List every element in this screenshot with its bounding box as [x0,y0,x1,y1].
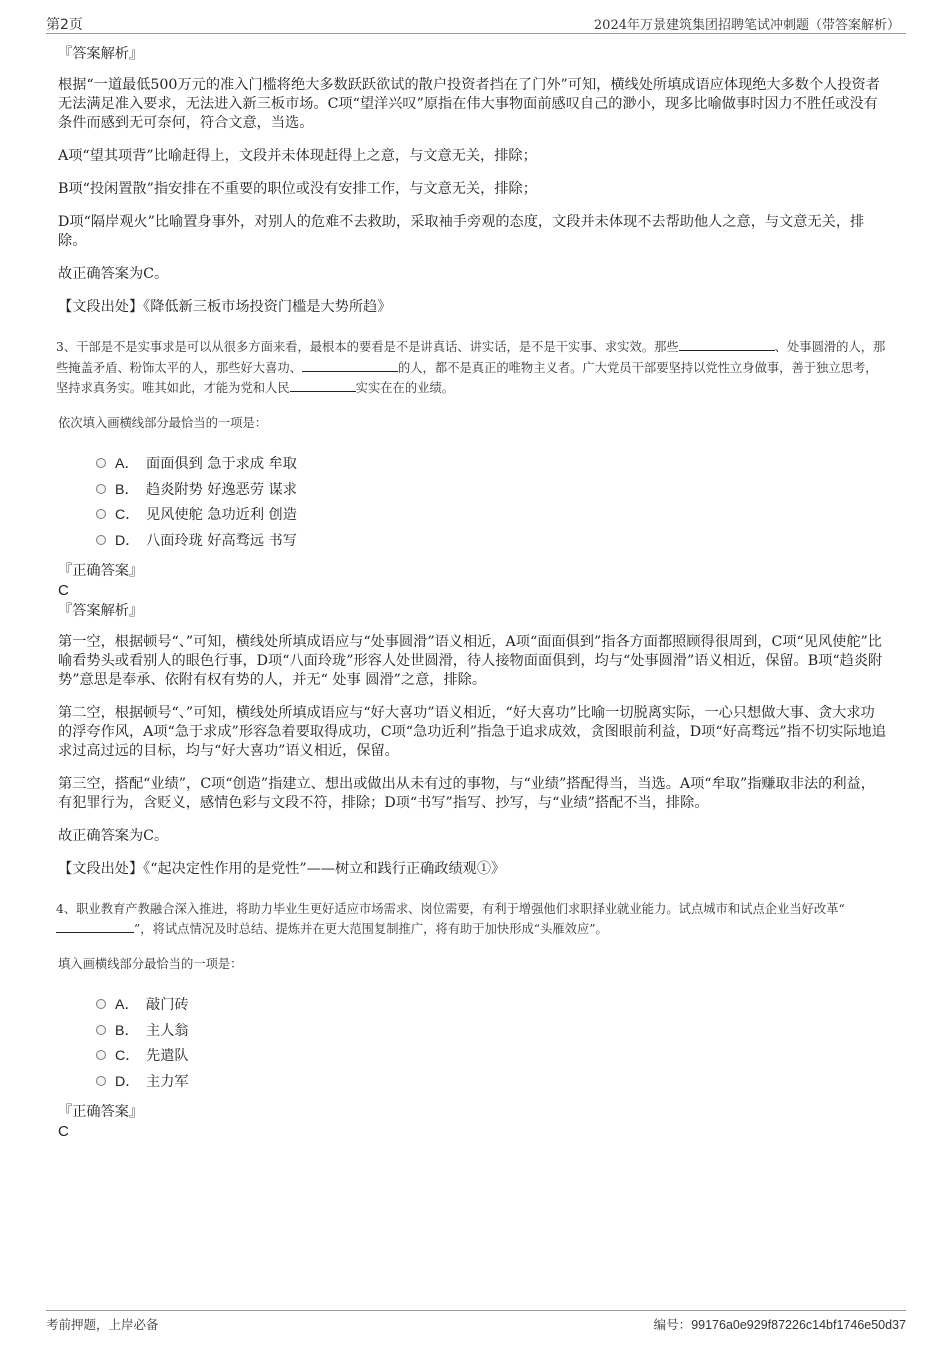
radio-icon[interactable] [96,509,106,519]
q2-analysis-paragraph: B项“投闲置散”指安排在不重要的职位或没有安排工作，与文意无关，排除； [58,181,537,197]
q3-option-a[interactable]: A． 面面俱到 急于求成 牟取 [96,451,888,477]
radio-icon[interactable] [96,999,106,1009]
radio-icon[interactable] [96,1076,106,1086]
q3-source: 【文段出处】《“起决定性作用的是党性”——树立和践行正确政绩观①》 [58,860,506,877]
q2-analysis-label: 『答案解析』 [58,46,144,62]
q3-analysis-label: 『答案解析』 [58,602,144,619]
q3-options [96,451,888,553]
document-code: 编号：99176a0e929f87226c14bf1746e50d37 [653,1318,906,1332]
q3-correct-answer: C [58,581,69,599]
footer-slogan: 考前押题，上岸必备 [46,1317,159,1332]
q4-options [96,992,888,1094]
q3-analysis-paragraph: 第一空，根据顿号“、”可知，横线处所填成语应与“处事圆滑”语义相近，A项“面面俱到”指各方面都照顾得很周到，C项“见风使舵”比喻看势头或看别人的眼色行事，D项“八面玲珑”形容人处世圆滑，待人接物面面俱到，均与“处事圆滑”语义相近，保留。B项“趋炎附势”意思是奉承、依附有权有势的人，并无“ 处事 圆滑”之意，排除。 [58,633,883,688]
q3-question-text: 3、干部是不是实事求是可以从很多方面来看，最根本的要看是不是讲真话、讲实话，是不是干实事、求实效。那些 、处事圆滑的人，那些掩盖矛盾、粉饰太平的人，那些好大喜功、 的人，都不是真正的唯物主义者。广大党员干部要坚持以党性立身做事，善于独立思考，坚持求真务实。唯其如此，才能为党和人民 实实在在的业绩。 [56,340,886,395]
radio-icon[interactable] [96,535,106,545]
q2-analysis-paragraph: D项“隔岸观火”比喻置身事外，对别人的危难不去救助，采取袖手旁观的态度，文段并未体现不去帮助他人之意，与文意无关，排除。 [58,214,865,249]
q3-conclusion: 故正确答案为C。 [58,827,169,844]
q3-prompt: 依次填入画横线部分最恰当的一项是： [58,415,268,430]
q4-question-text: 4、职业教育产教融合深入推进，将助力毕业生更好适应市场需求、岗位需要，有利于增强他们求职择业就业能力。试点城市和试点企业当好改革“”，将试点情况及时总结、提炼并在更大范围复制推广，将有助于加快形成“头雁效应”。 [56,901,845,936]
q4-correct-answer: C [58,1122,69,1140]
q2-conclusion: 故正确答案为C。 [58,266,169,282]
fill-blank [302,359,398,372]
q4-correct-label: 『正确答案』 [58,1103,144,1120]
radio-icon[interactable] [96,1025,106,1035]
document-title: 2024年万景建筑集团招聘笔试冲刺题（带答案解析） [593,18,900,33]
q2-analysis-paragraph: 根据“一道最低500万元的准入门槛将绝大多数跃跃欲试的散户投资者挡在了门外”可知，横线处所填成语应体现绝大多数个人投资者无法满足准入要求，无法进入新三板市场。C项“望洋兴叹”原指在伟大事物面前感叹自己的渺小，现多比喻做事时因力不胜任或没有条件而感到无可奈何，符合文意，当选。 [58,77,880,131]
q4-option-d[interactable]: D． 主力军 [96,1068,888,1094]
fill-blank [679,338,775,351]
radio-icon[interactable] [96,484,106,494]
q4-prompt: 填入画横线部分最恰当的一项是： [58,956,243,971]
page-footer [46,1310,906,1336]
q3-analysis-paragraph: 第三空，搭配“业绩”，C项“创造”指建立、想出或做出从未有过的事物，与“业绩”搭配得当，当选。A项“牟取”指赚取非法的利益，有犯罪行为，含贬义，感情色彩与文段不符，排除；D项“书写”指写、抄写，与“业绩”搭配不当，排除。 [58,775,875,811]
radio-icon[interactable] [96,458,106,468]
q3-option-d[interactable]: D． 八面玲珑 好高骛远 书写 [96,527,888,553]
page-header [46,12,906,34]
q4-option-c[interactable]: C． 先遣队 [96,1043,888,1069]
q3-correct-label: 『正确答案』 [58,562,144,579]
q3-option-c[interactable]: C． 见风使舵 急功近利 创造 [96,502,888,528]
q3-analysis-paragraph: 第二空，根据顿号“、”可知，横线处所填成语应与“好大喜功”语义相近，“好大喜功”比喻一切脱离实际，一心只想做大事、贪大求功的浮夸作风，A项“急于求成”形容急着要取得成功，C项“急功近利”指急于追求成效，贪图眼前利益，D项“好高骛远”指不切实际地追求过高过远的目标，均与“好大喜功”语义相近，保留。 [58,704,886,759]
q2-source: 【文段出处】《降低新三板市场投资门槛是大势所趋》 [58,299,392,315]
page-number: 第2页 [46,17,83,33]
q2-analysis-paragraph: A项“望其项背”比喻赶得上，文段并未体现赶得上之意，与文意无关，排除； [58,148,537,164]
fill-blank [290,379,356,392]
radio-icon[interactable] [96,1050,106,1060]
fill-blank [56,920,134,933]
q3-option-b[interactable]: B． 趋炎附势 好逸恶劳 谋求 [96,476,888,502]
q4-option-b[interactable]: B． 主人翁 [96,1017,888,1043]
q4-option-a[interactable]: A． 敲门砖 [96,992,888,1018]
page-content [58,44,888,1142]
